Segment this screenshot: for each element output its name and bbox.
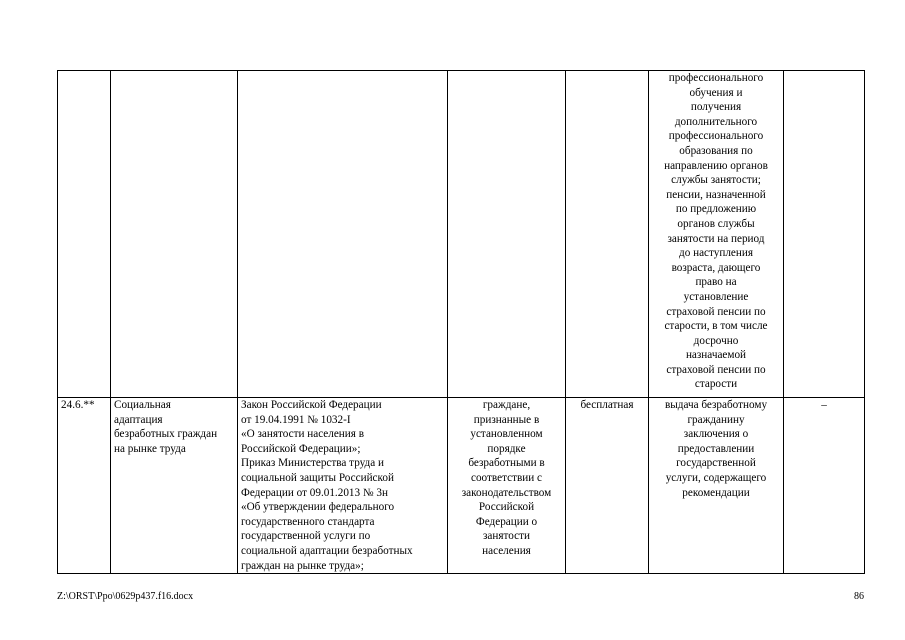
recipients-line: установленном <box>470 428 543 441</box>
result-text-line: службы занятости; <box>671 174 761 187</box>
cell-name-empty <box>111 71 238 398</box>
services-table <box>57 70 865 574</box>
result-text-line: по предложению <box>675 203 757 216</box>
service-number: 24.6.** <box>58 398 111 574</box>
result-text-line: предоставлении <box>677 442 755 455</box>
legal-basis-line: граждан на рынке труда»; <box>241 559 364 572</box>
legal-basis-line: Закон Российской Федерации <box>241 399 382 411</box>
result-text-line: профессионального <box>668 72 764 84</box>
recipients-line: граждане, <box>482 399 531 411</box>
result-text-line: образования по <box>679 144 753 157</box>
service-cost: бесплатная <box>566 398 649 574</box>
legal-basis-line: государственной услуги по <box>241 530 371 543</box>
recipients-line: порядке <box>487 442 526 455</box>
recipients-line: населения <box>482 544 531 557</box>
table-row-continuation <box>58 71 865 398</box>
legal-basis-line: Приказ Министерства труда и <box>241 457 384 470</box>
service-name <box>111 398 238 574</box>
result-text-line: выдача безработному <box>664 399 768 411</box>
result-text-line: государственной <box>676 457 756 470</box>
service-result <box>649 398 784 574</box>
result-text-line: гражданину <box>687 413 745 426</box>
result-text-line: возраста, дающего <box>671 261 761 274</box>
result-text-line: обучения и <box>689 86 743 99</box>
service-name-line: безработных граждан <box>114 428 218 441</box>
cell-recipients-empty <box>448 71 566 398</box>
legal-basis-line: «О занятости населения в <box>241 428 365 441</box>
cell-note-empty <box>784 71 865 398</box>
cell-legal-basis-empty <box>238 71 448 398</box>
service-legal-basis <box>238 398 448 574</box>
recipients-line: признанные в <box>473 413 540 426</box>
result-text-line: досрочно <box>693 334 739 347</box>
result-text-line: установление <box>683 290 749 303</box>
result-text-line: дополнительного <box>674 115 758 128</box>
cell-number-empty <box>58 71 111 398</box>
recipients-line: соответствии с <box>471 471 542 484</box>
result-text-line: право на <box>695 276 737 289</box>
legal-basis-line: социальной адаптации безработных <box>241 544 413 557</box>
result-text-line: старости <box>694 378 738 391</box>
result-text-line: профессионального <box>668 130 764 143</box>
result-text-line: заключения о <box>683 428 749 441</box>
service-note: – <box>784 398 865 574</box>
recipients-line: занятости <box>483 530 530 543</box>
result-text-line: услуги, содержащего <box>665 471 767 484</box>
legal-basis-line: Федерации от 09.01.2013 № 3н <box>241 486 388 499</box>
legal-basis-line: от 19.04.1991 № 1032-I <box>241 413 351 426</box>
result-text-line: рекомендации <box>682 486 750 499</box>
recipients-line: Федерации о <box>475 515 538 528</box>
result-text-line: пенсии, назначенной <box>666 188 766 201</box>
result-text-line: страховой пенсии по <box>666 305 766 318</box>
result-text-line: назначаемой <box>685 349 747 362</box>
result-text-line: страховой пенсии по <box>666 363 766 376</box>
service-name-line: на рынке труда <box>114 442 186 455</box>
footer-page-number: 86 <box>854 591 864 602</box>
cell-cost-empty <box>566 71 649 398</box>
result-text-line: получения <box>690 101 742 114</box>
service-name-line: Социальная <box>114 399 171 411</box>
legal-basis-line: Российской Федерации»; <box>241 442 361 455</box>
table-row-24-6 <box>58 398 865 574</box>
result-text-line: до наступления <box>679 247 753 260</box>
legal-basis-line: «Об утверждении федерального <box>241 501 395 514</box>
service-recipients <box>448 398 566 574</box>
result-text-line: старости, в том числе <box>664 320 768 333</box>
result-text-line: органов службы <box>677 217 755 230</box>
result-text-line: занятости на период <box>667 232 765 245</box>
service-name-line: адаптация <box>114 413 163 426</box>
cell-result-continued <box>649 71 784 398</box>
recipients-line: безработными в <box>468 457 545 470</box>
recipients-line: Российской <box>478 501 535 514</box>
legal-basis-line: социальной защиты Российской <box>241 471 394 484</box>
recipients-line: законодательством <box>461 486 552 499</box>
footer-file-path: Z:\ORST\Ppo\0629p437.f16.docx <box>57 591 194 602</box>
result-text-line: направлению органов <box>664 159 768 172</box>
legal-basis-line: государственного стандарта <box>241 515 375 528</box>
